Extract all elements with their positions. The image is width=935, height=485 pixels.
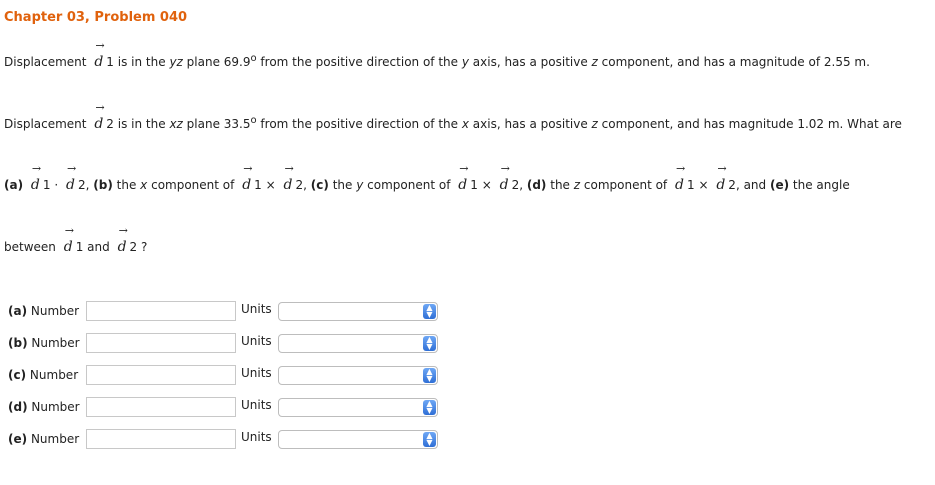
problem-line-1: Displacement → d 1 is in the yz plane 69.9$^o$ from the positive direction of the y axis, has a positive z component, and has a magnitude of 2.55 m. [4, 39, 870, 70]
units-label-e: Units [241, 430, 272, 444]
units-select-a[interactable] [278, 302, 438, 321]
answer-label-e: (e) Number [8, 432, 80, 446]
vector-d2: → d 2 [716, 162, 736, 193]
select-stepper-icon: ▲ ▼ [423, 368, 436, 383]
answer-label-c: (c) Number [8, 368, 79, 382]
vector-d1: → d 1 [30, 162, 51, 193]
units-label-b: Units [241, 334, 272, 348]
vector-d2: → d 2 [117, 224, 138, 255]
problem-line-4: between → d 1 and → d 2 ? [4, 224, 148, 255]
select-stepper-icon: ▲ ▼ [423, 400, 436, 415]
number-input-c[interactable] [86, 365, 236, 385]
vector-d2: → d 2 [283, 162, 304, 193]
select-stepper-icon: ▲ ▼ [423, 336, 436, 351]
vector-d1: → d 1 [458, 162, 478, 193]
units-select-e[interactable] [278, 430, 438, 449]
vector-d2: → d 2 [499, 162, 520, 193]
problem-line-2: Displacement → d 2 is in the xz plane 33.5$^o$ from the positive direction of the x axis, has a positive z component, and has magnitude 1.02 m. What are [4, 101, 902, 132]
displacement-label: Displacement [4, 55, 87, 69]
units-select-d[interactable] [278, 398, 438, 417]
number-input-e[interactable] [86, 429, 236, 449]
vector-d2: → d 2 [66, 162, 86, 193]
problem-title: Chapter 03, Problem 040 [4, 10, 188, 25]
answer-label-a: (a) Number [8, 304, 80, 318]
displacement-label: Displacement [4, 117, 87, 131]
select-stepper-icon: ▲ ▼ [423, 432, 436, 447]
units-select-b[interactable] [278, 334, 438, 353]
units-select-c[interactable] [278, 366, 438, 385]
number-input-b[interactable] [86, 333, 236, 353]
select-stepper-icon: ▲ ▼ [423, 304, 436, 319]
units-label-a: Units [241, 302, 272, 316]
number-input-d[interactable] [86, 397, 236, 417]
answer-label-b: (b) Number [8, 336, 80, 350]
problem-line-3: (a) → d 1 · → d 2, (b) the x component of → d 1 × → d 2, (c) the y component of → d 1 × → d 2, (d) the z component of → d 1 × → d 2, and (e) the angle [4, 162, 850, 193]
answer-label-d: (d) Number [8, 400, 80, 414]
vector-d1: → d 1 [63, 224, 84, 255]
vector-d1: → d 1 [675, 162, 695, 193]
vector-d2: → d 2 [94, 101, 114, 132]
units-label-c: Units [241, 366, 272, 380]
vector-d1: → d 1 [94, 39, 114, 70]
vector-d1: → d 1 [242, 162, 262, 193]
number-input-a[interactable] [86, 301, 236, 321]
units-label-d: Units [241, 398, 272, 412]
